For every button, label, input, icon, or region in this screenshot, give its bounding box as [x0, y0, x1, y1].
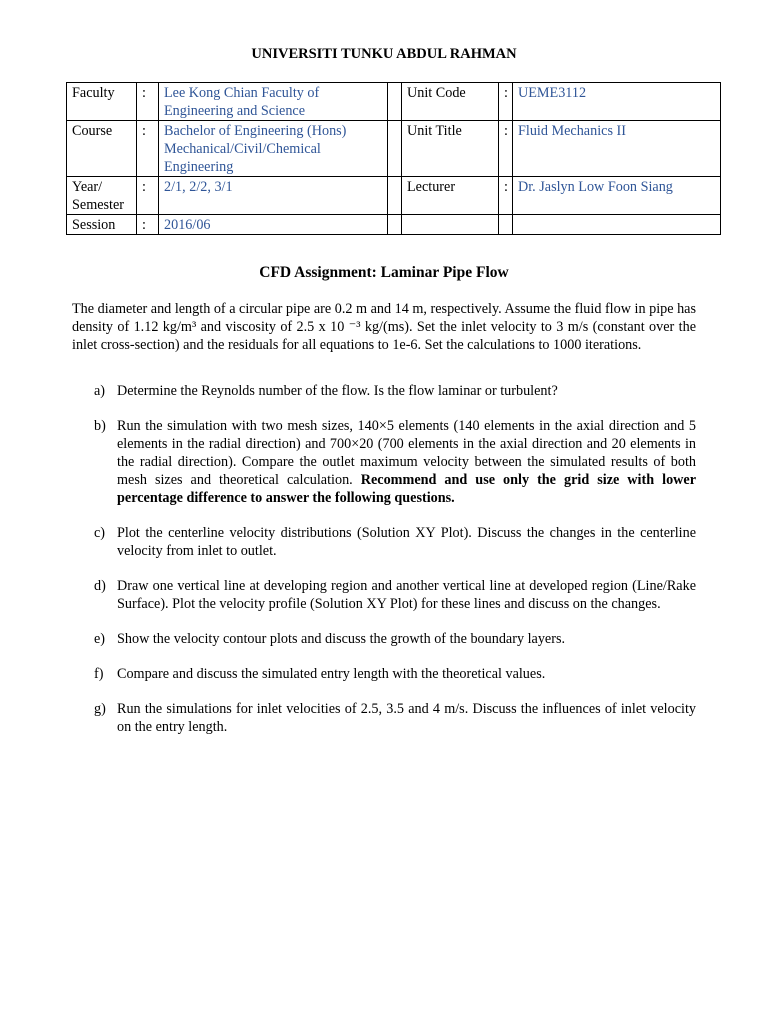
empty-cell: [499, 215, 513, 235]
question-marker: g): [94, 701, 106, 717]
spacer-cell: [388, 177, 402, 215]
question-text: Run the simulations for inlet velocities of 2.5, 3.5 and 4 m/s. Discuss the influences of inlet velocity on the entry length.: [117, 701, 696, 735]
question-marker: a): [94, 383, 106, 399]
course-value: Bachelor of Engineering (Hons) Mechanical/Civil/Chemical Engineering: [159, 121, 388, 177]
spacer-cell: [388, 215, 402, 235]
question-marker: e): [94, 631, 106, 647]
question-marker: d): [94, 578, 106, 594]
question-emphasis: Recommend and use only the grid size with lower percentage difference to answer the following questions.: [117, 472, 696, 506]
question-marker: b): [94, 418, 106, 434]
question-text: Determine the Reynolds number of the flow. Is the flow laminar or turbulent?: [117, 383, 558, 399]
faculty-label: Faculty: [67, 83, 137, 121]
year-semester-value: 2/1, 2/2, 3/1: [159, 177, 388, 215]
colon: :: [137, 83, 159, 121]
colon: :: [137, 121, 159, 177]
question-marker: c): [94, 525, 106, 541]
empty-cell: [402, 215, 499, 235]
colon: :: [137, 177, 159, 215]
list-item: [72, 417, 696, 507]
unit-title-value: Fluid Mechanics II: [513, 121, 721, 177]
spacer-cell: [388, 83, 402, 121]
course-info-table: [66, 82, 721, 235]
table-row: [67, 215, 721, 235]
table-row: [67, 177, 721, 215]
assignment-intro: The diameter and length of a circular pipe are 0.2 m and 14 m, respectively. Assume the fluid flow in pipe has density of 1.12 kg/m³ and viscosity of 2.5 x 10 ⁻³ kg/(ms). Set the inlet velocity to 3 m/s (constant over the inlet cross-section) and the residuals for all equations to 1e-6. Set the calculations to 1000 iterations.: [72, 301, 696, 353]
unit-title-label: Unit Title: [402, 121, 499, 177]
assignment-title: CFD Assignment: Laminar Pipe Flow: [259, 264, 509, 281]
course-label: Course: [67, 121, 137, 177]
unit-code-label: Unit Code: [402, 83, 499, 121]
list-item: [72, 524, 696, 560]
list-item: [72, 382, 696, 400]
question-text: Run the simulation with two mesh sizes, 140×5 elements (140 elements in the axial direction and 5 elements in the radial direction) and 700×20 (700 elements in the axial direction and 20 elements in the radial direction). Compare the outlet maximum velocity between the simulated results of both mesh sizes and theoretical calculation.: [117, 418, 696, 488]
lecturer-label: Lecturer: [402, 177, 499, 215]
question-text: Draw one vertical line at developing region and another vertical line at developed region (Line/Rake Surface). Plot the velocity profile (Solution XY Plot) for these lines and discuss on the changes.: [117, 578, 696, 612]
colon: :: [499, 177, 513, 215]
colon: :: [499, 83, 513, 121]
year-semester-label: Year/ Semester: [67, 177, 137, 215]
list-item: [72, 700, 696, 736]
unit-code-value: UEME3112: [513, 83, 721, 121]
table-row: [67, 83, 721, 121]
colon: :: [137, 215, 159, 235]
faculty-value: Lee Kong Chian Faculty of Engineering and Science: [159, 83, 388, 121]
question-list: [72, 382, 696, 753]
list-item: [72, 665, 696, 683]
table-row: [67, 121, 721, 177]
lecturer-value: Dr. Jaslyn Low Foon Siang: [513, 177, 721, 215]
session-value: 2016/06: [159, 215, 388, 235]
session-label: Session: [67, 215, 137, 235]
question-text: Plot the centerline velocity distributions (Solution XY Plot). Discuss the changes in the centerline velocity from inlet to outlet.: [117, 525, 696, 559]
list-item: [72, 577, 696, 613]
colon: :: [499, 121, 513, 177]
question-text: Compare and discuss the simulated entry length with the theoretical values.: [117, 666, 546, 682]
spacer-cell: [388, 121, 402, 177]
question-marker: f): [94, 666, 104, 682]
question-text: Show the velocity contour plots and discuss the growth of the boundary layers.: [117, 631, 566, 647]
empty-cell: [513, 215, 721, 235]
university-name: UNIVERSITI TUNKU ABDUL RAHMAN: [251, 46, 517, 62]
list-item: [72, 630, 696, 648]
